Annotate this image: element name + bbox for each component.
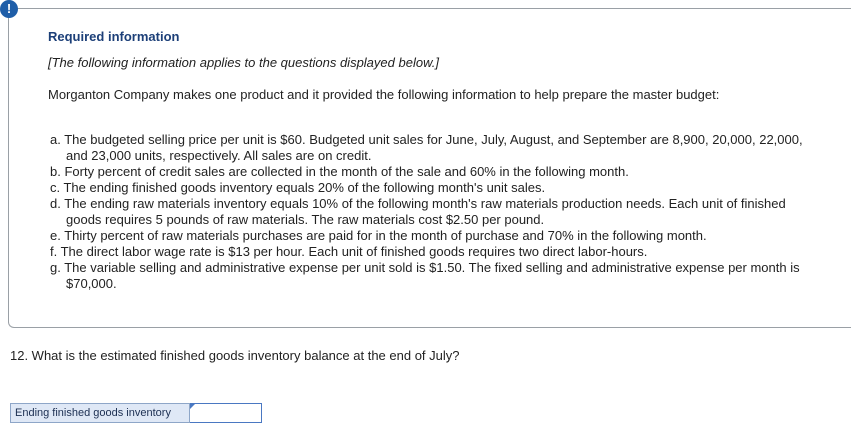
ending-finished-goods-inventory-input[interactable] bbox=[190, 403, 262, 423]
list-item: b. Forty percent of credit sales are collected in the month of the sale and 60% in the following month. bbox=[50, 164, 629, 179]
list-item: c. The ending finished goods inventory equals 20% of the following month's unit sales. bbox=[50, 180, 546, 195]
input-corner-marker-icon bbox=[190, 403, 196, 409]
list-item: g. The variable selling and administrative expense per unit sold is $1.50. The fixed selling and administrative expense per month is $70,000. bbox=[50, 260, 800, 291]
answer-row bbox=[10, 403, 262, 423]
list-item: d. The ending raw materials inventory equals 10% of the following month's raw materials production needs. Each unit of finished goods requires 5 pounds of raw materials. The raw materials cost $2.50 per pound. bbox=[50, 196, 786, 227]
question-text: 12. What is the estimated finished goods inventory balance at the end of July? bbox=[10, 348, 460, 363]
answer-label: Ending finished goods inventory bbox=[10, 403, 190, 423]
list-item: e. Thirty percent of raw materials purchases are paid for in the month of purchase and 70% in the following month. bbox=[50, 228, 707, 243]
alert-exclamation-icon: ! bbox=[0, 0, 18, 18]
list-item: f. The direct labor wage rate is $13 per hour. Each unit of finished goods requires two direct labor-hours. bbox=[50, 244, 648, 259]
list-item: a. The budgeted selling price per unit is $60. Budgeted unit sales for June, July, August, and September are 8,900, 20,000, 22,000, and 23,000 units, respectively. All sales are on credit. bbox=[50, 132, 803, 163]
intro-text: Morganton Company makes one product and it provided the following information to help prepare the master budget: bbox=[48, 87, 720, 102]
answer-input-wrapper bbox=[190, 403, 262, 423]
information-list bbox=[50, 132, 810, 292]
applies-note: [The following information applies to the questions displayed below.] bbox=[48, 55, 439, 70]
required-information-heading: Required information bbox=[48, 29, 180, 44]
